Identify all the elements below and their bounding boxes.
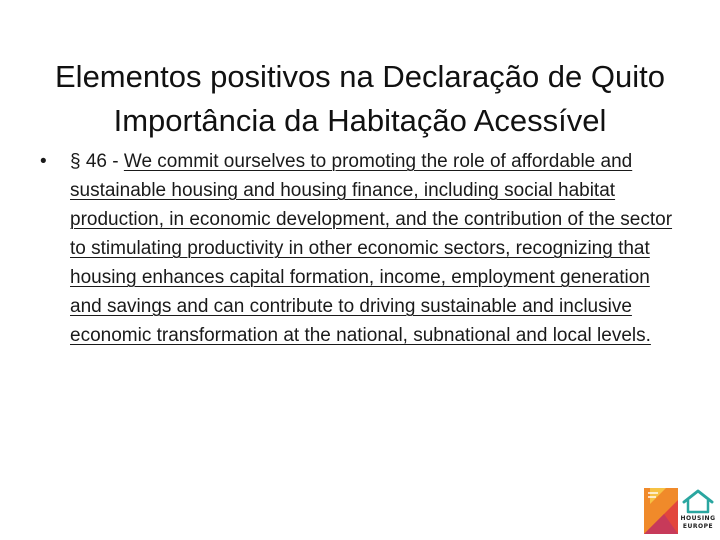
housing-europe-logo bbox=[644, 488, 716, 534]
house-icon bbox=[680, 488, 716, 514]
logo-tile-icon bbox=[644, 488, 678, 534]
slide-title bbox=[20, 55, 700, 143]
title-line-2: Importância da Habitação Acessível bbox=[113, 102, 607, 138]
bullet-item bbox=[40, 147, 680, 350]
bullet-marker: • bbox=[40, 151, 47, 172]
slide-body bbox=[40, 147, 680, 350]
title-line-1: Elementos positivos na Declaração de Quito bbox=[55, 58, 665, 94]
paragraph-reference: § 46 - bbox=[70, 151, 124, 172]
quoted-commitment: We commit ourselves to promoting the role of affordable and sustainable housing and housing finance, including social habitat production, in economic development, and the contribution of the sector to stimulating productivity in other economic sectors, recognizing that housing enhances capital formation, income, employment generation and savings and can contribute to driving sustainable and inclusive economic transformation at the national, subnational and local levels. bbox=[70, 151, 673, 346]
bullet-paragraph bbox=[70, 147, 680, 350]
logo-label-europe: EUROPE bbox=[682, 523, 714, 530]
logo-label-housing: HOUSING bbox=[680, 515, 716, 522]
